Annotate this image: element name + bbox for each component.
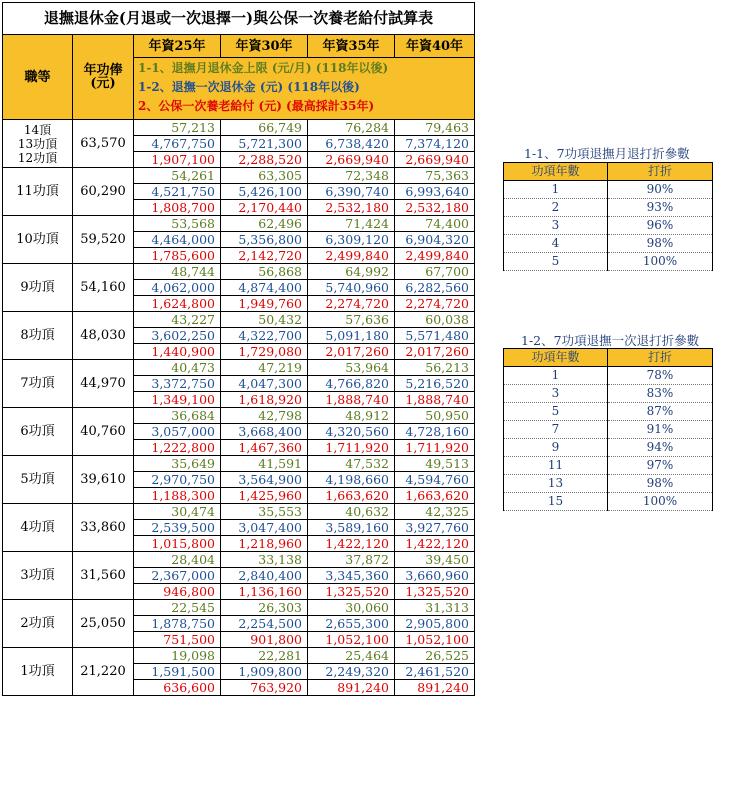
monthly-value-cell: 42,798	[221, 408, 308, 424]
legend-lump-sum: 1-2、退撫一次退休金 (元) (118年以後)	[138, 80, 360, 94]
monthly-value-cell: 53,568	[134, 216, 221, 232]
insurance-value-cell: 1,425,960	[221, 488, 308, 504]
insurance-value-cell: 751,500	[134, 632, 221, 648]
lump-value-cell: 4,874,400	[221, 280, 308, 296]
salary-cell: 33,860	[73, 504, 134, 552]
monthly-value-cell: 35,553	[221, 504, 308, 520]
lump-value-cell: 4,464,000	[134, 232, 221, 248]
legend-insurance: 2、公保一次養老給付 (元) (最高採計35年)	[138, 99, 375, 113]
monthly-value-cell: 47,219	[221, 360, 308, 376]
lump-value-cell: 6,309,120	[308, 232, 395, 248]
insurance-value-cell: 1,188,300	[134, 488, 221, 504]
monthly-value-cell: 26,525	[395, 648, 475, 664]
lump-value-cell: 4,521,750	[134, 184, 221, 200]
insurance-value-cell: 1,808,700	[134, 200, 221, 216]
lump-value-cell: 3,660,960	[395, 568, 475, 584]
side2-col-years: 功項年數	[504, 349, 608, 367]
monthly-value-cell: 30,474	[134, 504, 221, 520]
side1-discount-cell: 100%	[608, 253, 713, 271]
years-40-header: 年資40年	[395, 35, 475, 58]
page-title: 退撫退休金(月退或一次退擇一)與公保一次養老給付試算表	[3, 3, 475, 35]
monthly-value-cell: 67,700	[395, 264, 475, 280]
side1-title: 1-1、7功項退撫月退打折參數	[524, 146, 690, 161]
table-row	[504, 235, 713, 253]
monthly-value-cell: 33,138	[221, 552, 308, 568]
grade-cell: 11功頂	[3, 168, 73, 216]
lump-value-cell: 5,216,520	[395, 376, 475, 392]
side2-discount-cell: 94%	[608, 439, 713, 457]
salary-cell: 39,610	[73, 456, 134, 504]
insurance-value-cell: 1,663,620	[308, 488, 395, 504]
side2-years-cell: 5	[504, 403, 608, 421]
salary-cell: 60,290	[73, 168, 134, 216]
monthly-value-cell: 22,545	[134, 600, 221, 616]
insurance-value-cell: 1,618,920	[221, 392, 308, 408]
table-row	[3, 504, 475, 520]
side2-years-cell: 11	[504, 457, 608, 475]
side2-years-cell: 3	[504, 385, 608, 403]
table-row	[504, 385, 713, 403]
salary-cell: 48,030	[73, 312, 134, 360]
monthly-value-cell: 47,532	[308, 456, 395, 472]
lump-value-cell: 3,602,250	[134, 328, 221, 344]
monthly-value-cell: 57,636	[308, 312, 395, 328]
insurance-value-cell: 1,467,360	[221, 440, 308, 456]
insurance-value-cell: 1,325,520	[308, 584, 395, 600]
grade-cell: 7功頂	[3, 360, 73, 408]
insurance-value-cell: 2,017,260	[308, 344, 395, 360]
salary-cell: 59,520	[73, 216, 134, 264]
lump-value-cell: 5,721,300	[221, 136, 308, 152]
table-row	[3, 600, 475, 616]
side2-years-cell: 7	[504, 421, 608, 439]
salary-cell: 40,760	[73, 408, 134, 456]
insurance-value-cell: 1,907,100	[134, 152, 221, 168]
insurance-value-cell: 1,888,740	[395, 392, 475, 408]
side2-discount-cell: 83%	[608, 385, 713, 403]
insurance-value-cell: 1,729,080	[221, 344, 308, 360]
lump-value-cell: 4,062,000	[134, 280, 221, 296]
lump-value-cell: 3,589,160	[308, 520, 395, 536]
lump-value-cell: 4,766,820	[308, 376, 395, 392]
grade-cell: 3功頂	[3, 552, 73, 600]
side1-years-cell: 2	[504, 199, 608, 217]
insurance-value-cell: 1,015,800	[134, 536, 221, 552]
monthly-value-cell: 56,868	[221, 264, 308, 280]
lump-value-cell: 3,057,000	[134, 424, 221, 440]
lump-value-cell: 3,345,360	[308, 568, 395, 584]
salary-cell: 63,570	[73, 120, 134, 168]
table-row	[3, 216, 475, 232]
legend-box	[134, 58, 475, 120]
side2-col-discount: 打折	[608, 349, 713, 367]
salary-cell: 21,220	[73, 648, 134, 696]
monthly-value-cell: 28,404	[134, 552, 221, 568]
table-row	[504, 421, 713, 439]
table-row	[504, 199, 713, 217]
insurance-value-cell: 1,052,100	[395, 632, 475, 648]
side2-discount-cell: 91%	[608, 421, 713, 439]
lump-value-cell: 6,904,320	[395, 232, 475, 248]
table-row	[3, 456, 475, 472]
table-row	[3, 312, 475, 328]
lump-value-cell: 5,571,480	[395, 328, 475, 344]
salary-cell: 25,050	[73, 600, 134, 648]
lump-value-cell: 5,740,960	[308, 280, 395, 296]
lump-value-cell: 3,047,400	[221, 520, 308, 536]
side1-col-discount: 打折	[608, 163, 713, 181]
monthly-value-cell: 40,473	[134, 360, 221, 376]
insurance-value-cell: 891,240	[395, 680, 475, 696]
grade-line: 13功頂	[17, 136, 58, 151]
years-30-header: 年資30年	[221, 35, 308, 58]
lump-value-cell: 6,282,560	[395, 280, 475, 296]
side2-discount-cell: 97%	[608, 457, 713, 475]
side1-discount-cell: 98%	[608, 235, 713, 253]
insurance-value-cell: 2,669,940	[308, 152, 395, 168]
monthly-value-cell: 37,872	[308, 552, 395, 568]
insurance-value-cell: 1,663,620	[395, 488, 475, 504]
monthly-value-cell: 62,496	[221, 216, 308, 232]
insurance-value-cell: 2,669,940	[395, 152, 475, 168]
side2-years-cell: 9	[504, 439, 608, 457]
monthly-value-cell: 36,684	[134, 408, 221, 424]
insurance-value-cell: 901,800	[221, 632, 308, 648]
table-row	[504, 493, 713, 511]
monthly-value-cell: 50,950	[395, 408, 475, 424]
grade-cell: 5功頂	[3, 456, 73, 504]
monthly-value-cell: 39,450	[395, 552, 475, 568]
lump-value-cell: 1,909,800	[221, 664, 308, 680]
monthly-value-cell: 42,325	[395, 504, 475, 520]
lump-value-cell: 5,426,100	[221, 184, 308, 200]
insurance-value-cell: 946,800	[134, 584, 221, 600]
insurance-value-cell: 1,785,600	[134, 248, 221, 264]
insurance-value-cell: 1,349,100	[134, 392, 221, 408]
insurance-value-cell: 2,274,720	[395, 296, 475, 312]
grade-cell: 10功頂	[3, 216, 73, 264]
side2-discount-cell: 100%	[608, 493, 713, 511]
lump-value-cell: 4,047,300	[221, 376, 308, 392]
monthly-value-cell: 30,060	[308, 600, 395, 616]
side1-discount-cell: 93%	[608, 199, 713, 217]
lump-value-cell: 3,927,760	[395, 520, 475, 536]
lump-value-cell: 3,372,750	[134, 376, 221, 392]
grade-header: 職等	[3, 35, 73, 120]
table-row	[3, 408, 475, 424]
salary-cell: 31,560	[73, 552, 134, 600]
table-row	[504, 475, 713, 493]
monthly-value-cell: 50,432	[221, 312, 308, 328]
insurance-value-cell: 1,222,800	[134, 440, 221, 456]
lump-value-cell: 5,091,180	[308, 328, 395, 344]
table-row	[504, 253, 713, 271]
monthly-value-cell: 79,463	[395, 120, 475, 136]
lump-value-cell: 2,840,400	[221, 568, 308, 584]
lump-value-cell: 6,993,640	[395, 184, 475, 200]
insurance-value-cell: 2,288,520	[221, 152, 308, 168]
monthly-value-cell: 48,744	[134, 264, 221, 280]
table-row	[504, 403, 713, 421]
lump-value-cell: 3,668,400	[221, 424, 308, 440]
side2-discount-cell: 78%	[608, 367, 713, 385]
monthly-value-cell: 41,591	[221, 456, 308, 472]
insurance-value-cell: 1,711,920	[308, 440, 395, 456]
grade-line: 14頂	[23, 122, 52, 137]
side1-years-cell: 5	[504, 253, 608, 271]
monthly-value-cell: 72,348	[308, 168, 395, 184]
table-row	[3, 264, 475, 280]
insurance-value-cell: 1,218,960	[221, 536, 308, 552]
monthly-value-cell: 63,305	[221, 168, 308, 184]
insurance-value-cell: 2,499,840	[395, 248, 475, 264]
lump-value-cell: 1,591,500	[134, 664, 221, 680]
years-25-header: 年資25年	[134, 35, 221, 58]
lump-value-cell: 2,461,520	[395, 664, 475, 680]
lump-value-cell: 2,254,500	[221, 616, 308, 632]
side1-table	[503, 162, 713, 271]
side2-discount-cell: 98%	[608, 475, 713, 493]
monthly-value-cell: 76,284	[308, 120, 395, 136]
salary-header: 年功俸(元)	[73, 35, 134, 120]
insurance-value-cell: 2,532,180	[308, 200, 395, 216]
insurance-value-cell: 1,136,160	[221, 584, 308, 600]
side2-years-cell: 13	[504, 475, 608, 493]
grade-cell: 6功頂	[3, 408, 73, 456]
side2-title: 1-2、7功項退撫一次退打折參數	[521, 333, 700, 348]
monthly-value-cell: 57,213	[134, 120, 221, 136]
side1-discount-cell: 90%	[608, 181, 713, 199]
lump-value-cell: 1,878,750	[134, 616, 221, 632]
side1-discount-cell: 96%	[608, 217, 713, 235]
insurance-value-cell: 1,949,760	[221, 296, 308, 312]
lump-value-cell: 2,249,320	[308, 664, 395, 680]
monthly-value-cell: 31,313	[395, 600, 475, 616]
years-35-header: 年資35年	[308, 35, 395, 58]
insurance-value-cell: 2,499,840	[308, 248, 395, 264]
monthly-value-cell: 40,632	[308, 504, 395, 520]
table-row	[3, 648, 475, 664]
lump-value-cell: 6,738,420	[308, 136, 395, 152]
side1-col-years: 功項年數	[504, 163, 608, 181]
side2-years-cell: 15	[504, 493, 608, 511]
lump-value-cell: 4,198,660	[308, 472, 395, 488]
insurance-value-cell: 1,711,920	[395, 440, 475, 456]
side1-years-cell: 4	[504, 235, 608, 253]
lump-value-cell: 4,322,700	[221, 328, 308, 344]
lump-value-cell: 2,655,300	[308, 616, 395, 632]
monthly-value-cell: 75,363	[395, 168, 475, 184]
table-row	[3, 360, 475, 376]
insurance-value-cell: 1,325,520	[395, 584, 475, 600]
grade-cell: 1功頂	[3, 648, 73, 696]
lump-value-cell: 2,905,800	[395, 616, 475, 632]
side2-discount-cell: 87%	[608, 403, 713, 421]
monthly-value-cell: 60,038	[395, 312, 475, 328]
monthly-value-cell: 48,912	[308, 408, 395, 424]
monthly-value-cell: 74,400	[395, 216, 475, 232]
insurance-value-cell: 2,532,180	[395, 200, 475, 216]
side1-years-cell: 3	[504, 217, 608, 235]
insurance-value-cell: 2,170,440	[221, 200, 308, 216]
lump-value-cell: 4,320,560	[308, 424, 395, 440]
table-row	[504, 217, 713, 235]
table-row	[3, 120, 475, 136]
lump-value-cell: 4,728,160	[395, 424, 475, 440]
monthly-value-cell: 25,464	[308, 648, 395, 664]
grade-line: 12功頂	[17, 150, 58, 165]
monthly-value-cell: 71,424	[308, 216, 395, 232]
lump-value-cell: 7,374,120	[395, 136, 475, 152]
lump-value-cell: 2,970,750	[134, 472, 221, 488]
monthly-value-cell: 53,964	[308, 360, 395, 376]
grade-cell: 9功頂	[3, 264, 73, 312]
monthly-value-cell: 66,749	[221, 120, 308, 136]
monthly-value-cell: 26,303	[221, 600, 308, 616]
grade-cell: 2功頂	[3, 600, 73, 648]
table-row	[3, 552, 475, 568]
insurance-value-cell: 2,274,720	[308, 296, 395, 312]
monthly-value-cell: 56,213	[395, 360, 475, 376]
insurance-value-cell: 2,142,720	[221, 248, 308, 264]
monthly-value-cell: 22,281	[221, 648, 308, 664]
monthly-value-cell: 54,261	[134, 168, 221, 184]
salary-cell: 44,970	[73, 360, 134, 408]
grade-cell: 4功頂	[3, 504, 73, 552]
insurance-value-cell: 1,624,800	[134, 296, 221, 312]
table-row	[504, 457, 713, 475]
lump-value-cell: 2,367,000	[134, 568, 221, 584]
insurance-value-cell: 1,422,120	[395, 536, 475, 552]
side1-years-cell: 1	[504, 181, 608, 199]
lump-value-cell: 5,356,800	[221, 232, 308, 248]
lump-value-cell: 2,539,500	[134, 520, 221, 536]
lump-value-cell: 4,594,760	[395, 472, 475, 488]
insurance-value-cell: 636,600	[134, 680, 221, 696]
table-row	[504, 367, 713, 385]
monthly-value-cell: 35,649	[134, 456, 221, 472]
monthly-value-cell: 49,513	[395, 456, 475, 472]
insurance-value-cell: 891,240	[308, 680, 395, 696]
insurance-value-cell: 1,440,900	[134, 344, 221, 360]
legend-monthly: 1-1、退撫月退休金上限 (元/月) (118年以後)	[138, 61, 389, 75]
insurance-value-cell: 763,920	[221, 680, 308, 696]
table-row	[504, 181, 713, 199]
monthly-value-cell: 64,992	[308, 264, 395, 280]
monthly-value-cell: 43,227	[134, 312, 221, 328]
insurance-value-cell: 1,052,100	[308, 632, 395, 648]
lump-value-cell: 3,564,900	[221, 472, 308, 488]
table-row	[504, 439, 713, 457]
retirement-calc-table	[2, 2, 475, 696]
monthly-value-cell: 19,098	[134, 648, 221, 664]
insurance-value-cell: 1,422,120	[308, 536, 395, 552]
table-row	[3, 168, 475, 184]
insurance-value-cell: 2,017,260	[395, 344, 475, 360]
salary-cell: 54,160	[73, 264, 134, 312]
lump-value-cell: 6,390,740	[308, 184, 395, 200]
side2-years-cell: 1	[504, 367, 608, 385]
side2-table	[503, 348, 713, 511]
grade-cell: 8功頂	[3, 312, 73, 360]
grade-cell	[3, 120, 73, 168]
insurance-value-cell: 1,888,740	[308, 392, 395, 408]
lump-value-cell: 4,767,750	[134, 136, 221, 152]
